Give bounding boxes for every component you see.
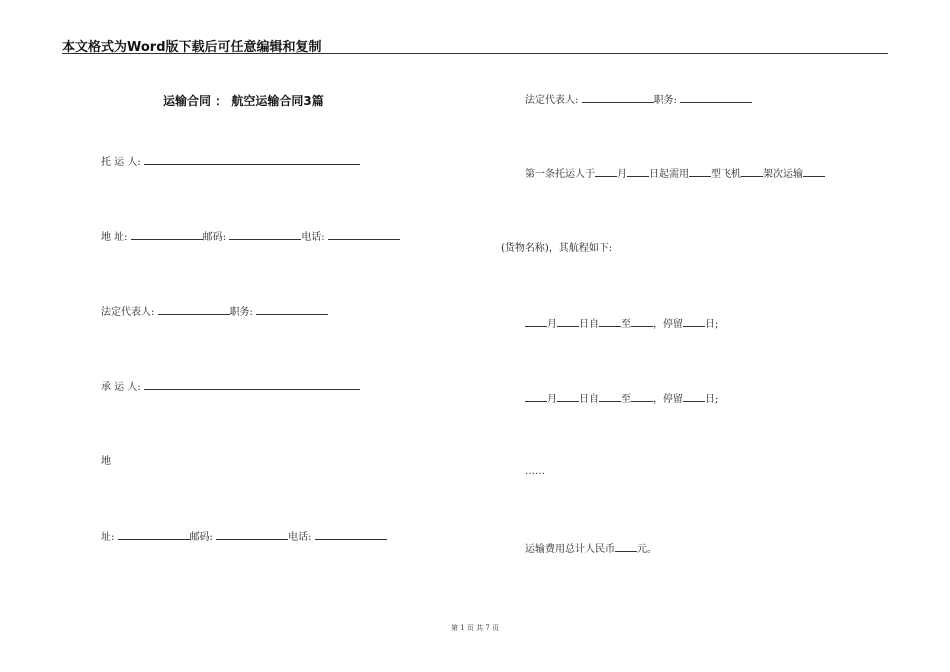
address-label-part2: 址:	[101, 532, 115, 543]
clause1-day-blank	[627, 167, 649, 177]
address-label: 地 址:	[101, 232, 128, 243]
consignor-line	[101, 155, 360, 170]
route2-month-blank	[525, 392, 547, 402]
legal-rep-label-right: 法定代表人:	[525, 95, 579, 106]
position-blank	[256, 305, 328, 315]
position-blank-right	[680, 93, 752, 103]
route2-from-blank	[599, 392, 621, 402]
cost-blank	[615, 542, 637, 552]
carrier-postcode-blank	[216, 530, 288, 540]
document-title: 运输合同 ： 航空运输合同3篇	[163, 94, 324, 108]
carrier-phone-blank	[315, 530, 387, 540]
route1-stay-blank	[683, 317, 705, 327]
legal-rep-blank	[158, 305, 230, 315]
clause1-plane-blank	[689, 167, 711, 177]
clause1-flights: 架次运输	[763, 169, 803, 180]
legal-rep-label: 法定代表人:	[101, 307, 155, 318]
carrier-blank	[144, 380, 360, 390]
consignor-legal-rep-line	[101, 305, 328, 320]
consignor-label: 托 运 人:	[101, 157, 141, 168]
consignor-blank	[144, 155, 360, 165]
route-ellipsis: ……	[525, 466, 545, 477]
cost-prefix: 运输费用总计人民币	[525, 544, 615, 555]
route1-to-blank	[631, 317, 653, 327]
header-banner: 本文格式为Word版下载后可任意编辑和复制	[62, 40, 322, 55]
route1-stay: ，停留	[653, 319, 683, 330]
clause1-plane-type: 型飞机	[711, 169, 741, 180]
postcode-label: 邮码:	[202, 232, 227, 243]
phone-label: 电话:	[301, 232, 325, 243]
route2-stay: ，停留	[653, 394, 683, 405]
postcode-blank	[229, 230, 301, 240]
carrier-label: 承 运 人:	[101, 382, 141, 393]
cargo-line: (货物名称)，其航程如下:	[501, 243, 613, 254]
route1-month: 月	[547, 319, 557, 330]
cost-suffix: 元。	[637, 544, 657, 555]
clause1-line	[525, 167, 825, 182]
clause1-cargo-blank	[803, 167, 825, 177]
position-label: 职务:	[229, 307, 253, 318]
consignor-address-line	[101, 230, 400, 245]
carrier-legal-rep-line	[525, 93, 752, 108]
route-line-2	[525, 392, 718, 407]
carrier-address-line	[101, 530, 387, 545]
legal-rep-blank-right	[582, 93, 654, 103]
route2-to: 至	[621, 394, 631, 405]
clause1-day-from: 日起需用	[649, 169, 689, 180]
phone-label-2: 电话:	[288, 532, 312, 543]
route2-month: 月	[547, 394, 557, 405]
carrier-address-label-part1: 地	[101, 456, 111, 467]
clause1-flights-blank	[741, 167, 763, 177]
route1-day-from: 日自	[579, 319, 599, 330]
route1-day-end: 日;	[705, 319, 719, 330]
page-footer: 第 1 页 共 7 页	[450, 624, 500, 632]
postcode-label-2: 邮码:	[189, 532, 213, 543]
phone-blank	[328, 230, 400, 240]
route1-from-blank	[599, 317, 621, 327]
carrier-line	[101, 380, 360, 395]
header-divider	[62, 53, 888, 54]
route2-stay-blank	[683, 392, 705, 402]
route-line-1	[525, 317, 718, 332]
position-label-right: 职务:	[653, 95, 677, 106]
clause1-month: 月	[617, 169, 627, 180]
address-blank	[131, 230, 203, 240]
clause1-month-blank	[595, 167, 617, 177]
route1-day-blank	[557, 317, 579, 327]
route1-month-blank	[525, 317, 547, 327]
route2-day-from: 日自	[579, 394, 599, 405]
route2-day-end: 日;	[705, 394, 719, 405]
clause1-prefix: 第一条托运人于	[525, 169, 595, 180]
cost-line	[525, 542, 657, 557]
route2-day-blank	[557, 392, 579, 402]
route1-to: 至	[621, 319, 631, 330]
route2-to-blank	[631, 392, 653, 402]
carrier-address-blank	[118, 530, 190, 540]
